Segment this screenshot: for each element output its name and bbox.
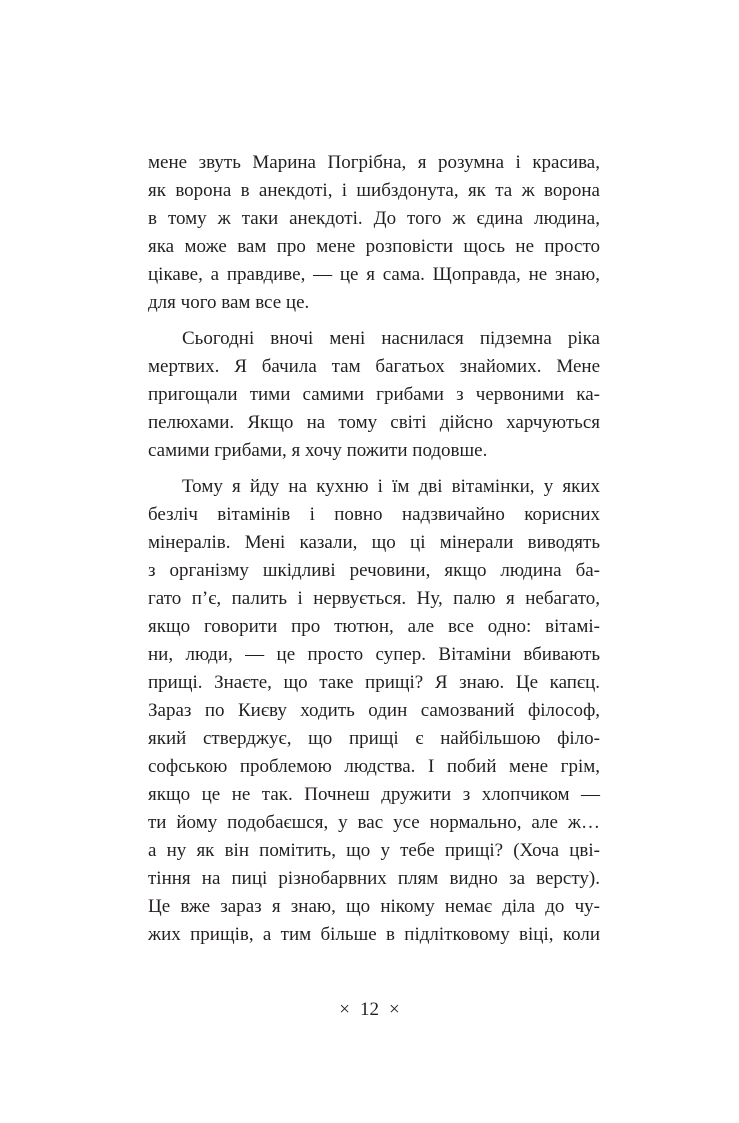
paragraph <box>148 149 600 317</box>
text-line: цікаве, а правдиве, — це я сама. Щоправда, не знаю, <box>148 264 600 285</box>
text-line: ти йому подобаєшся, у вас усе нормально, але ж… <box>148 812 600 833</box>
page-number: 12 <box>360 999 379 1020</box>
ornament-left-icon: × <box>339 999 350 1020</box>
text-line: яка може вам про мене розповісти щось не просто <box>148 236 600 257</box>
text-line: Зараз по Києву ходить один самозваний філософ, <box>148 700 600 721</box>
paragraph <box>148 473 600 949</box>
text-line: мене звуть Марина Погрібна, я розумна і красива, <box>148 152 600 173</box>
text-line: в тому ж таки анекдоті. До того ж єдина людина, <box>148 208 600 229</box>
ornament-right-icon: × <box>389 999 400 1020</box>
text-line: який стверджує, що прищі є найбільшою філо- <box>148 728 600 749</box>
text-line: Сьогодні вночі мені наснилася підземна ріка <box>182 328 600 349</box>
text-line: прищі. Знаєте, що таке прищі? Я знаю. Це капєц. <box>148 672 600 693</box>
text-line: для чого вам все це. <box>148 292 310 313</box>
text-line: пригощали тими самими грибами з червоними ка- <box>148 384 600 405</box>
text-line: гато п’є, палить і нервується. Ну, палю я небагато, <box>148 588 600 609</box>
page-body <box>148 149 600 949</box>
text-line: Тому я йду на кухню і їм дві вітамінки, у яких <box>182 476 600 497</box>
text-line: з організму шкідливі речовини, якщо людина ба- <box>148 560 600 581</box>
text-line: софською проблемою людства. І побий мене грім, <box>148 756 600 777</box>
text-line: як ворона в анекдоті, і шибздонута, як та ж ворона <box>148 180 600 201</box>
text-line: самими грибами, я хочу пожити подовше. <box>148 440 488 461</box>
text-line: пелюхами. Якщо на тому світі дійсно харчуються <box>148 412 600 433</box>
text-line: якщо говорити про тютюн, але все одно: вітамі- <box>148 616 600 637</box>
text-line: жих прищів, а тим більше в підлітковому віці, коли <box>148 924 600 945</box>
text-line: мінералів. Мені казали, що ці мінерали виводять <box>148 532 600 553</box>
page-footer <box>0 996 739 1024</box>
paragraph <box>148 325 600 465</box>
text-line: безліч вітамінів і повно надзвичайно корисних <box>148 504 600 525</box>
text-line: а ну як він помітить, що у тебе прищі? (Хоча цві- <box>148 840 600 861</box>
text-line: якщо це не так. Почнеш дружити з хлопчиком — <box>148 784 600 805</box>
text-line: тіння на пиці різнобарвних плям видно за версту). <box>148 868 600 889</box>
text-line: Це вже зараз я знаю, що нікому немає діла до чу- <box>148 896 600 917</box>
text-line: мертвих. Я бачила там багатьох знайомих. Мене <box>148 356 600 377</box>
text-line: ни, люди, — це просто супер. Вітаміни вбивають <box>148 644 600 665</box>
